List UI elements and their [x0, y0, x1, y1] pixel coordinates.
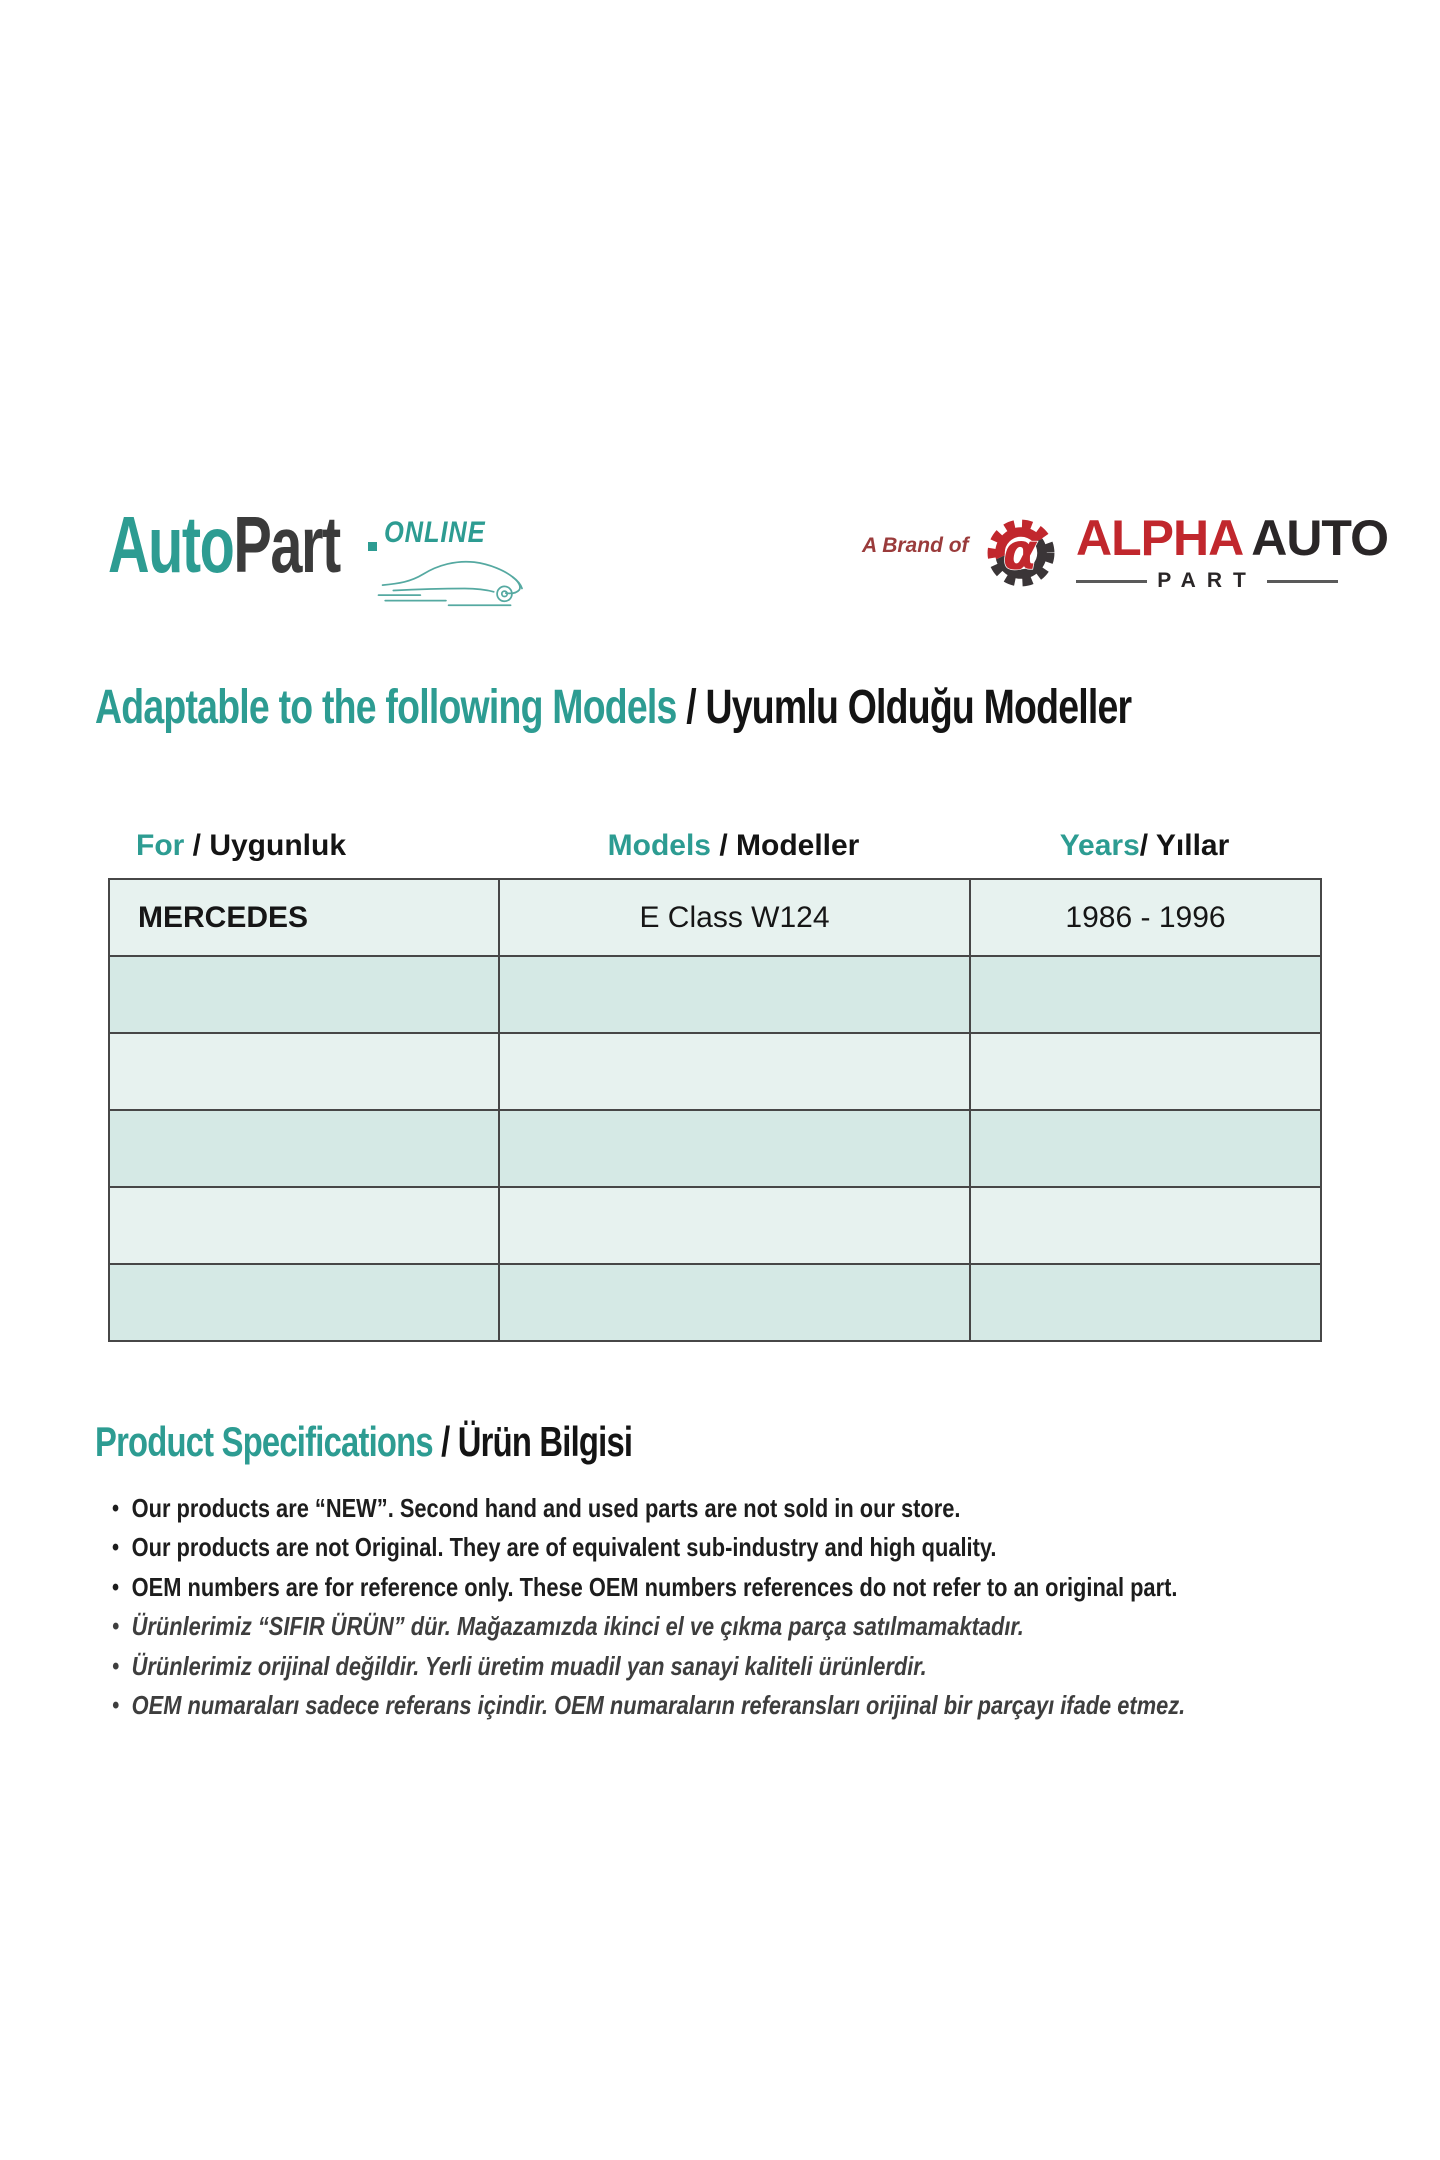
autopart-wordmark-auto: Auto	[108, 500, 234, 589]
bullet-item-en	[112, 1568, 1185, 1607]
cell-model	[499, 956, 970, 1033]
bullet-item-tr	[112, 1607, 1185, 1646]
bullet-item-tr	[112, 1647, 1185, 1686]
cell-make	[109, 1187, 499, 1264]
a-brand-of-label: A Brand of	[862, 534, 969, 557]
autopart-wordmark-part: Part	[233, 500, 340, 589]
bullet-dot-icon: •	[112, 1534, 120, 1562]
column-header-for-accent: For	[136, 829, 185, 862]
table-row	[109, 1033, 1321, 1110]
column-header-years-accent: Years	[1059, 829, 1140, 862]
cell-model	[499, 1033, 970, 1110]
compatibility-table	[108, 878, 1322, 1342]
cell-make	[109, 1264, 499, 1341]
alpha-auto-wordmark	[1076, 510, 1388, 566]
column-header-models	[498, 824, 969, 868]
column-header-models-accent: Models	[607, 829, 711, 862]
cell-model: E Class W124	[499, 879, 970, 956]
cell-years: 1986 - 1996	[970, 879, 1321, 956]
cell-make	[109, 956, 499, 1033]
bullet-text: Ürünlerimiz “SIFIR ÜRÜN” dür. Mağazamızda ikinci el ve çıkma parça satılmamaktadır.	[131, 1611, 1024, 1642]
table-row	[109, 956, 1321, 1033]
table-header-row	[108, 824, 1320, 868]
cell-years	[970, 1033, 1321, 1110]
alpha-wordmark: ALPHA	[1076, 510, 1244, 566]
cell-make	[109, 1110, 499, 1187]
bullet-text: OEM numaraları sadece referans içindir. OEM numaraların referansları orijinal bir parçayı ifade etmez.	[131, 1690, 1186, 1721]
divider-line	[1076, 580, 1147, 583]
autopart-wordmark	[108, 498, 340, 592]
cell-model	[499, 1187, 970, 1264]
svg-text:α: α	[1002, 523, 1038, 582]
models-section-title	[95, 680, 1131, 735]
specs-section-title	[95, 1418, 632, 1466]
table-row	[109, 1187, 1321, 1264]
column-header-years	[969, 824, 1320, 868]
cell-make	[109, 1033, 499, 1110]
specs-title-accent: Product Specifications	[95, 1418, 433, 1465]
bullet-dot-icon: •	[112, 1652, 120, 1680]
autopart-online-logo	[108, 500, 588, 621]
bullet-item-en	[112, 1489, 1185, 1528]
bullet-text: OEM numbers are for reference only. These OEM numbers references do not refer to an original part.	[131, 1571, 1178, 1602]
cell-make: MERCEDES	[109, 879, 499, 956]
cell-model	[499, 1110, 970, 1187]
column-header-for-rest: / Uygunluk	[184, 829, 347, 862]
spec-bullet-list	[112, 1489, 1185, 1725]
models-title-rest: / Uyumlu Olduğu Modeller	[676, 681, 1132, 734]
models-title-accent: Adaptable to the following Models	[95, 681, 677, 734]
table-row	[109, 1264, 1321, 1341]
bullet-text: Our products are not Original. They are of equivalent sub-industry and high quality.	[131, 1532, 997, 1563]
specs-title-rest: / Ürün Bilgisi	[432, 1418, 633, 1465]
cell-years	[970, 1187, 1321, 1264]
column-header-years-rest: / Yıllar	[1139, 829, 1230, 862]
table-row	[109, 879, 1321, 956]
divider-line	[1267, 580, 1338, 583]
bullet-item-tr	[112, 1686, 1185, 1725]
part-label: PART	[1157, 569, 1257, 592]
bullet-text: Ürünlerimiz orijinal değildir. Yerli üretim muadil yan sanayi kaliteli ürünlerdir.	[131, 1650, 927, 1681]
bullet-item-en	[112, 1528, 1185, 1567]
alpha-auto-part-logo	[1076, 510, 1388, 593]
gear-alpha-icon	[978, 510, 1064, 596]
cell-model	[499, 1264, 970, 1341]
column-header-for	[108, 824, 498, 868]
cell-years	[970, 956, 1321, 1033]
bullet-dot-icon: •	[112, 1495, 120, 1522]
bullet-dot-icon: •	[112, 1692, 120, 1720]
part-subtitle-row	[1076, 569, 1338, 593]
bullet-dot-icon: •	[112, 1573, 120, 1601]
auto-wordmark: AUTO	[1251, 510, 1388, 566]
bullet-text: Our products are “NEW”. Second hand and used parts are not sold in our store.	[131, 1493, 961, 1523]
column-header-models-rest: / Modeller	[711, 829, 860, 862]
car-silhouette-icon	[364, 546, 548, 610]
bullet-dot-icon: •	[112, 1613, 120, 1641]
cell-years	[970, 1264, 1321, 1341]
autopart-online-label: ONLINE	[384, 516, 486, 549]
table-row	[109, 1110, 1321, 1187]
cell-years	[970, 1110, 1321, 1187]
